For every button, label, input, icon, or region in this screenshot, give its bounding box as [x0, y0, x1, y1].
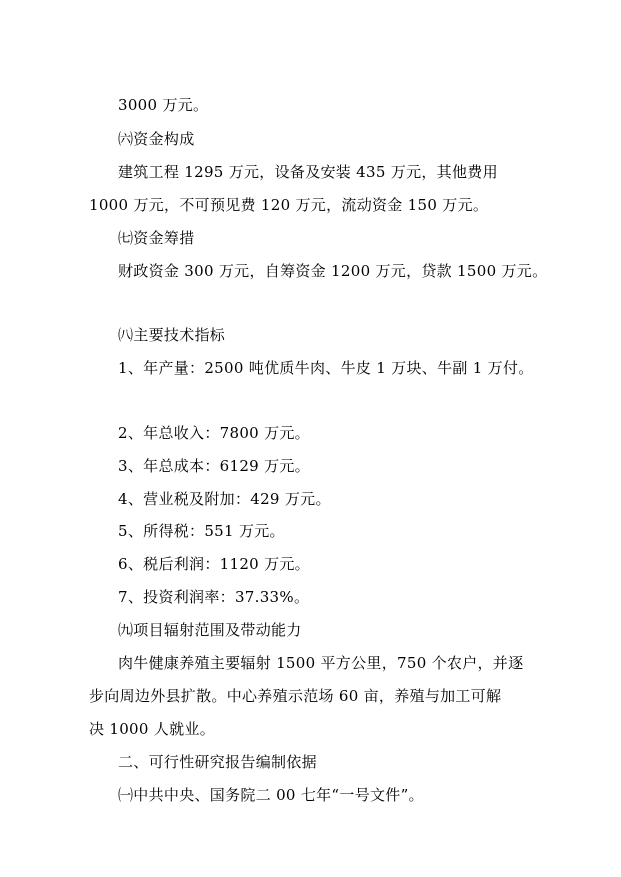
- text-line-investment-total: 3000 万元。: [118, 96, 209, 114]
- text-line-capital-composition-2: 1000 万元，不可预见费 120 万元，流动资金 150 万元。: [89, 196, 489, 214]
- heading-capital-composition: ㈥资金构成: [118, 130, 195, 148]
- text-line-fund-raising: 财政资金 300 万元，自筹资金 1200 万元，贷款 1500 万元。: [118, 262, 548, 280]
- list-item-annual-output: 1、年产量：2500 吨优质牛肉、牛皮 1 万块、牛副 1 万付。: [118, 359, 534, 377]
- list-item-profit-rate: 7、投资利润率：37.33%。: [118, 588, 310, 606]
- list-item-annual-revenue: 2、年总收入：7800 万元。: [118, 424, 310, 442]
- heading-fund-raising: ㈦资金筹措: [118, 229, 195, 247]
- heading-technical-indicators: ㈧主要技术指标: [118, 326, 226, 344]
- text-line-capital-composition-1: 建筑工程 1295 万元，设备及安装 435 万元，其他费用: [118, 163, 498, 181]
- text-line-radiation-3: 决 1000 人就业。: [89, 720, 216, 738]
- text-line-radiation-2: 步向周边外县扩散。中心养殖示范场 60 亩，养殖与加工可解: [89, 687, 502, 705]
- heading-radiation-scope: ㈨项目辐射范围及带动能力: [118, 621, 302, 639]
- list-item-after-tax-profit: 6、税后利润：1120 万元。: [118, 555, 310, 573]
- text-line-radiation-1: 肉牛健康养殖主要辐射 1500 平方公里，750 个农户，并逐: [118, 654, 524, 672]
- list-item-income-tax: 5、所得税：551 万元。: [118, 522, 285, 540]
- list-item-annual-cost: 3、年总成本：6129 万元。: [118, 457, 310, 475]
- text-line-basis-1: ㈠中共中央、国务院二 00 七年“一号文件”。: [118, 786, 424, 804]
- list-item-business-tax: 4、营业税及附加：429 万元。: [118, 490, 331, 508]
- section-heading-basis: 二、可行性研究报告编制依据: [118, 753, 317, 771]
